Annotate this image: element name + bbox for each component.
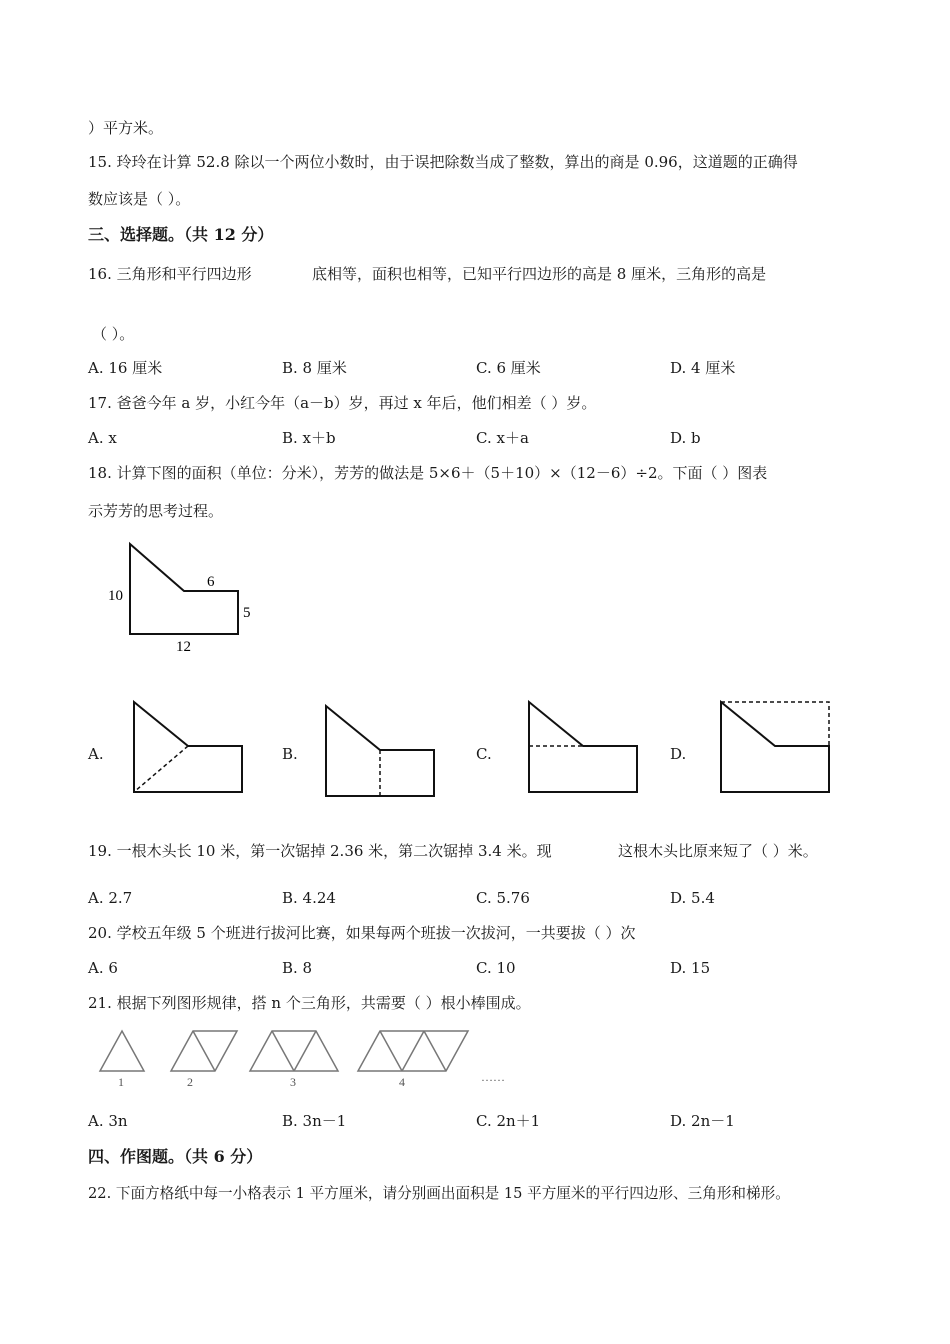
q18-main-figure <box>100 535 270 660</box>
q17-option-a[interactable]: A. x <box>88 429 117 447</box>
question-16-line-2: （ ）。 <box>92 325 135 343</box>
section-3-heading: 三、选择题。（共 12 分） <box>88 225 274 244</box>
q17-option-b[interactable]: B. x＋b <box>282 429 336 447</box>
q21-triangle-pattern-figure <box>95 1025 525 1090</box>
q21-option-b[interactable]: B. 3n－1 <box>282 1112 347 1130</box>
q19-option-a[interactable]: A. 2.7 <box>88 889 133 907</box>
q19-option-c[interactable]: C. 5.76 <box>476 889 530 907</box>
q21-option-c[interactable]: C. 2n＋1 <box>476 1112 541 1130</box>
q18-label-right: 5 <box>243 605 251 621</box>
q17-option-c[interactable]: C. x＋a <box>476 429 529 447</box>
question-18-line-1: 18. 计算下图的面积（单位：分米），芳芳的做法是 5×6＋（5＋10）×（12－6）÷2。下面（ ）图表 <box>88 464 768 482</box>
question-19-line-a: 19. 一根木头长 10 米，第一次锯掉 2.36 米，第二次锯掉 3.4 米。现 <box>88 842 552 860</box>
q16-option-a[interactable]: A. 16 厘米 <box>88 359 163 377</box>
q18-label-bottom: 12 <box>176 639 191 655</box>
q18-option-a[interactable]: A. <box>88 745 104 763</box>
q21-option-d[interactable]: D. 2n－1 <box>670 1112 735 1130</box>
q20-option-b[interactable]: B. 8 <box>282 959 313 977</box>
q18-option-d[interactable]: D. <box>670 745 687 763</box>
q16-option-d[interactable]: D. 4 厘米 <box>670 359 736 377</box>
q18-option-d-figure <box>717 699 837 799</box>
q17-option-d[interactable]: D. b <box>670 429 701 447</box>
q16-option-c[interactable]: C. 6 厘米 <box>476 359 541 377</box>
q18-option-b-figure <box>322 703 442 803</box>
question-16-line-1b: 底相等，面积也相等，已知平行四边形的高是 8 厘米，三角形的高是 <box>312 265 767 283</box>
q20-option-d[interactable]: D. 15 <box>670 959 711 977</box>
question-15-line-2: 数应该是（ ）。 <box>88 190 191 208</box>
pattern-ellipsis: …… <box>481 1070 505 1084</box>
q20-option-c[interactable]: C. 10 <box>476 959 516 977</box>
pattern-label-2: 2 <box>187 1075 193 1089</box>
question-22: 22. 下面方格纸中每一小格表示 1 平方厘米，请分别画出面积是 15 平方厘米的平行四边形、三角形和梯形。 <box>88 1185 790 1202</box>
pattern-1-triangles <box>100 1031 144 1071</box>
q19-option-b[interactable]: B. 4.24 <box>282 889 336 907</box>
question-20: 20. 学校五年级 5 个班进行拔河比赛，如果每两个班拔一次拔河，一共要拔（ ）次 <box>88 924 636 942</box>
q21-option-a[interactable]: A. 3n <box>88 1112 128 1130</box>
q18-option-b[interactable]: B. <box>282 745 298 763</box>
section-4-heading: 四、作图题。（共 6 分） <box>88 1147 263 1166</box>
q16-option-b[interactable]: B. 8 厘米 <box>282 359 347 377</box>
question-19-line-b: 这根木头比原来短了（ ）米。 <box>618 842 818 860</box>
q18-option-c-figure <box>525 700 645 800</box>
pattern-label-4: 4 <box>399 1075 405 1089</box>
q18-label-top: 6 <box>207 574 215 590</box>
question-15-line-1: 15. 玲玲在计算 52.8 除以一个两位小数时，由于误把除数当成了整数，算出的商是 0.96，这道题的正确得 <box>88 153 798 171</box>
pattern-3-triangles <box>250 1031 338 1071</box>
q18-option-c[interactable]: C. <box>476 745 492 763</box>
answer-blank-tail: ）平方米。 <box>88 119 164 137</box>
q18-label-left: 10 <box>108 588 123 604</box>
question-16-line-1a: 16. 三角形和平行四边形 <box>88 265 252 283</box>
question-21: 21. 根据下列图形规律，搭 n 个三角形，共需要（ ）根小棒围成。 <box>88 994 531 1012</box>
pattern-label-3: 3 <box>290 1075 296 1089</box>
q18-option-a-figure <box>130 700 250 800</box>
pattern-label-1: 1 <box>118 1075 124 1089</box>
question-18-line-2: 示芳芳的思考过程。 <box>88 502 224 520</box>
q20-option-a[interactable]: A. 6 <box>88 959 118 977</box>
q19-option-d[interactable]: D. 5.4 <box>670 889 715 907</box>
question-17: 17. 爸爸今年 a 岁，小红今年（a－b）岁，再过 x 年后，他们相差（ ）岁。 <box>88 394 597 412</box>
